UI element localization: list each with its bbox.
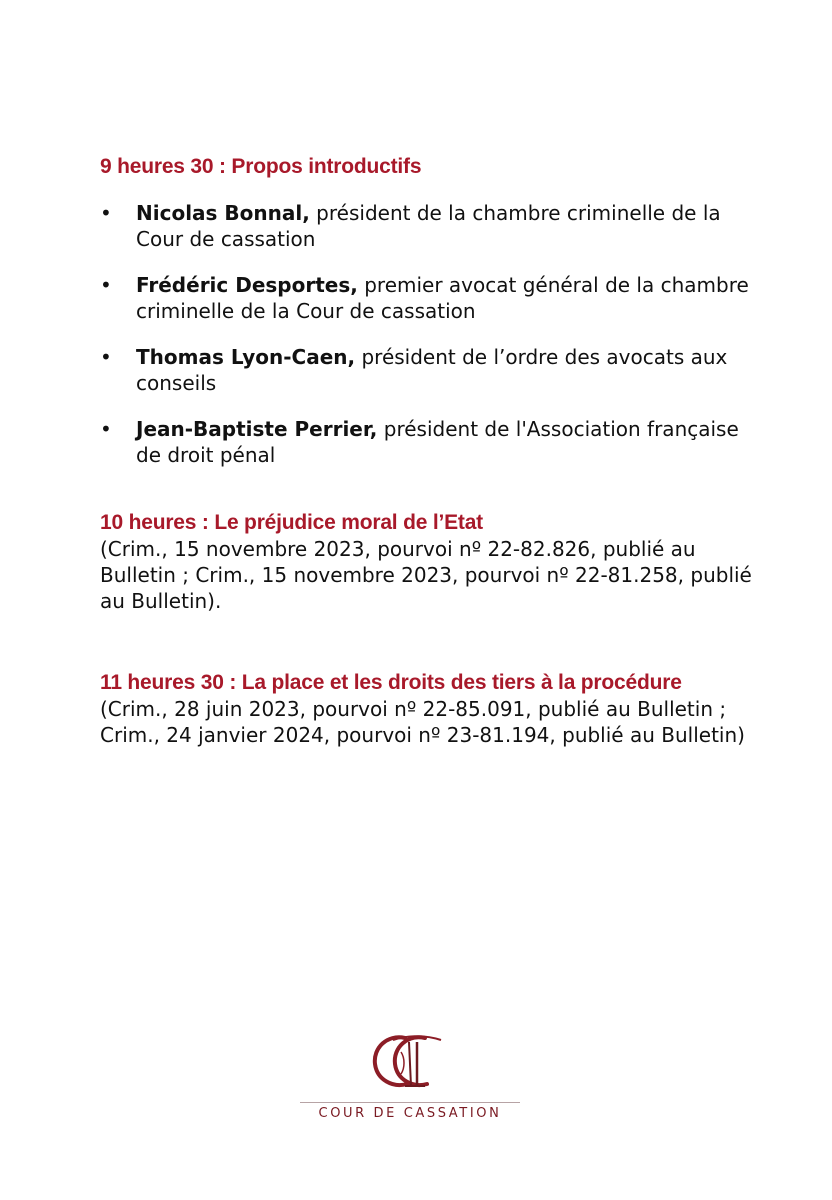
bullet-icon: •: [100, 273, 112, 297]
speaker-name: Thomas Lyon-Caen,: [136, 345, 356, 369]
session-heading: 10 heures : Le préjudice moral de l’Etat: [100, 511, 483, 534]
logo-text: COUR DE CASSATION: [300, 1102, 520, 1121]
bullet-icon: •: [100, 417, 112, 441]
speaker-item: [100, 272, 760, 324]
speaker-item: [100, 200, 760, 252]
session-heading: 9 heures 30 : Propos introductifs: [100, 155, 422, 178]
speaker-list: [100, 200, 760, 468]
speaker-role: président de la chambre criminelle de la Cour de cassation: [136, 201, 721, 251]
session-references: (Crim., 28 juin 2023, pourvoi nº 22-85.091, publié au Bulletin ; Crim., 24 janvier 2024, pourvoi nº 23-81.194, publié au Bulletin): [100, 697, 745, 747]
bullet-icon: •: [100, 345, 112, 369]
programme-page: [100, 112, 760, 748]
speaker-name: Frédéric Desportes,: [136, 273, 358, 297]
session-prejudice-moral: [100, 510, 760, 614]
speaker-item: [100, 416, 760, 468]
speaker-name: Nicolas Bonnal,: [136, 201, 310, 225]
session-references: (Crim., 15 novembre 2023, pourvoi nº 22-82.826, publié au Bulletin ; Crim., 15 novembre 2023, pourvoi nº 22-81.258, publié au Bulletin).: [100, 537, 752, 613]
speaker-role: premier avocat général de la chambre criminelle de la Cour de cassation: [136, 273, 749, 323]
cour-de-cassation-monogram-icon: [365, 1028, 455, 1094]
speaker-name: Jean-Baptiste Perrier,: [136, 417, 378, 441]
session-droits-des-tiers: [100, 670, 760, 748]
session-heading: 11 heures 30 : La place et les droits des tiers à la procédure: [100, 671, 682, 694]
session-opening: [100, 154, 760, 468]
speaker-item: [100, 344, 760, 396]
speaker-role: président de l'Association française de droit pénal: [136, 417, 739, 467]
cour-de-cassation-logo: [300, 1028, 520, 1121]
bullet-icon: •: [100, 201, 112, 225]
speaker-role: président de l’ordre des avocats aux conseils: [136, 345, 728, 395]
